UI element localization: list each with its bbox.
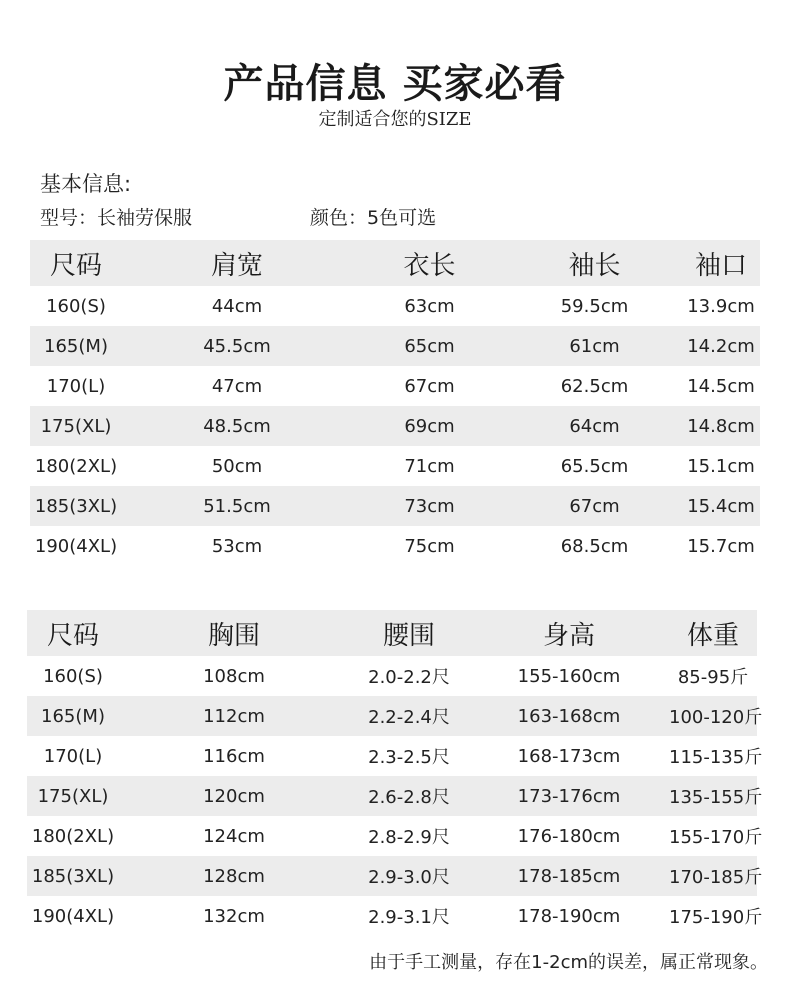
- table-cell: 13.9cm: [687, 295, 755, 317]
- table-cell: 170(L): [46, 375, 106, 397]
- header-cell: 袖口: [694, 250, 747, 281]
- table-row: [27, 856, 763, 896]
- table-cell: 165(M): [41, 705, 105, 727]
- table-cell: 155-170斤: [669, 827, 763, 848]
- header-cell: 尺码: [49, 250, 102, 281]
- table-cell: 73cm: [404, 495, 455, 517]
- table-cell: 178-185cm: [517, 865, 621, 887]
- table-cell: 68.5cm: [560, 535, 629, 557]
- table-cell: 15.1cm: [687, 455, 755, 477]
- table-cell: 124cm: [203, 825, 265, 847]
- color-info: 颜色：5色可选: [310, 207, 437, 229]
- table-cell: 185(3XL): [31, 865, 115, 887]
- table-row: [27, 656, 757, 696]
- header-cell: 衣长: [403, 250, 456, 281]
- table-cell: 128cm: [203, 865, 265, 887]
- table-row: [30, 286, 760, 326]
- table-cell: 185(3XL): [34, 495, 118, 517]
- table-cell: 2.0-2.2尺: [368, 667, 450, 688]
- header-cell: 胸围: [207, 620, 260, 651]
- header-cell: 体重: [686, 620, 739, 651]
- header-cell: 袖长: [568, 250, 621, 281]
- table-cell: 45.5cm: [203, 335, 271, 357]
- table-cell: 67cm: [569, 495, 620, 517]
- body-size-table: [27, 610, 763, 936]
- table-row: [30, 526, 760, 566]
- table-row: [27, 816, 763, 856]
- table-row: [30, 486, 760, 526]
- table-row: [27, 696, 763, 736]
- garment-size-table: [30, 240, 760, 566]
- table-row: [30, 406, 760, 446]
- table-cell: 120cm: [203, 785, 265, 807]
- table-cell: 71cm: [404, 455, 455, 477]
- model-info: 型号：长袖劳保服: [40, 207, 193, 229]
- table-cell: 65cm: [404, 335, 455, 357]
- table-row: [27, 776, 763, 816]
- table-cell: 100-120斤: [669, 707, 763, 728]
- table-cell: 65.5cm: [560, 455, 629, 477]
- table-cell: 2.9-3.1尺: [368, 907, 450, 928]
- table-cell: 115-135斤: [669, 747, 763, 768]
- table-cell: 190(4XL): [31, 905, 115, 927]
- table-cell: 176-180cm: [517, 825, 621, 847]
- table-cell: 190(4XL): [34, 535, 118, 557]
- table-cell: 59.5cm: [560, 295, 629, 317]
- table-cell: 75cm: [404, 535, 455, 557]
- table-cell: 2.8-2.9尺: [368, 827, 450, 848]
- header-cell: 身高: [542, 620, 595, 651]
- table-cell: 47cm: [211, 375, 263, 397]
- table-cell: 53cm: [211, 535, 263, 557]
- table-row: [30, 326, 760, 366]
- table-cell: 163-168cm: [517, 705, 621, 727]
- table-cell: 14.2cm: [687, 335, 755, 357]
- table-cell: 44cm: [211, 295, 263, 317]
- table-cell: 165(M): [44, 335, 108, 357]
- table-cell: 69cm: [404, 415, 455, 437]
- table-cell: 67cm: [404, 375, 455, 397]
- page-subtitle: 定制适合您的SIZE: [318, 109, 472, 130]
- header-cell: 尺码: [46, 620, 99, 651]
- table-cell: 170-185斤: [669, 867, 763, 888]
- table-cell: 108cm: [203, 665, 265, 687]
- table-cell: 116cm: [203, 745, 265, 767]
- table-cell: 2.6-2.8尺: [368, 787, 450, 808]
- table-cell: 14.8cm: [687, 415, 755, 437]
- table-cell: 2.2-2.4尺: [368, 707, 450, 728]
- table-cell: 180(2XL): [34, 455, 118, 477]
- table-cell: 175(XL): [37, 785, 109, 807]
- table-cell: 2.3-2.5尺: [368, 747, 450, 768]
- table-cell: 14.5cm: [687, 375, 755, 397]
- table-cell: 63cm: [404, 295, 455, 317]
- basic-info-heading: 基本信息:: [40, 172, 132, 196]
- table-cell: 170(L): [43, 745, 103, 767]
- table-cell: 51.5cm: [203, 495, 271, 517]
- table-row: [30, 366, 760, 406]
- table-row: [30, 446, 760, 486]
- header-cell: 肩宽: [210, 250, 263, 281]
- table-cell: 135-155斤: [669, 787, 763, 808]
- table-row: [27, 896, 763, 936]
- table-cell: 180(2XL): [31, 825, 115, 847]
- table-cell: 85-95斤: [677, 667, 749, 688]
- table-cell: 132cm: [203, 905, 265, 927]
- table-cell: 2.9-3.0尺: [368, 867, 450, 888]
- table-header-row: [30, 240, 760, 286]
- header-cell: 腰围: [382, 620, 435, 651]
- table-cell: 155-160cm: [517, 665, 621, 687]
- table-cell: 168-173cm: [517, 745, 621, 767]
- measurement-note: 由于手工测量，存在1-2cm的误差，属正常现象。: [369, 952, 768, 973]
- table-cell: 160(S): [43, 665, 103, 687]
- table-cell: 61cm: [569, 335, 620, 357]
- table-cell: 175(XL): [40, 415, 112, 437]
- table-cell: 15.7cm: [687, 535, 755, 557]
- table-cell: 50cm: [211, 455, 263, 477]
- table-cell: 15.4cm: [687, 495, 755, 517]
- page-title: 产品信息 买家必看: [223, 60, 567, 107]
- table-cell: 175-190斤: [669, 907, 763, 928]
- table-row: [27, 736, 763, 776]
- table-cell: 62.5cm: [560, 375, 629, 397]
- table-header-row: [27, 610, 757, 656]
- table-cell: 160(S): [46, 295, 106, 317]
- table-cell: 48.5cm: [203, 415, 271, 437]
- table-cell: 178-190cm: [517, 905, 621, 927]
- table-cell: 112cm: [203, 705, 265, 727]
- table-cell: 64cm: [569, 415, 620, 437]
- table-cell: 173-176cm: [517, 785, 621, 807]
